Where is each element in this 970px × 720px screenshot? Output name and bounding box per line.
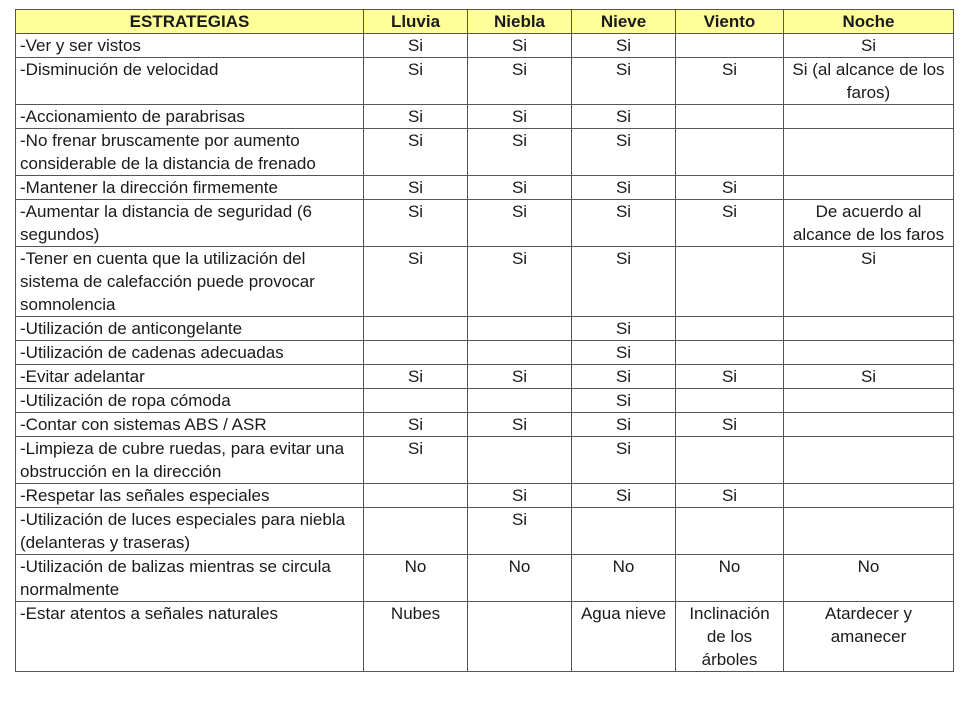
value-cell (676, 105, 784, 129)
value-cell: Si (784, 34, 954, 58)
value-cell (676, 317, 784, 341)
value-cell (784, 341, 954, 365)
value-cell: Si (572, 437, 676, 484)
value-cell: Si (572, 365, 676, 389)
value-cell: Si (468, 508, 572, 555)
strategy-cell: -Evitar adelantar (16, 365, 364, 389)
value-cell: Si (364, 437, 468, 484)
value-cell: Si (784, 247, 954, 317)
value-cell (784, 437, 954, 484)
value-cell (364, 317, 468, 341)
value-cell: No (572, 555, 676, 602)
value-cell: Si (676, 58, 784, 105)
header-cell: ESTRATEGIAS (16, 10, 364, 34)
value-cell (784, 129, 954, 176)
strategy-cell: -Accionamiento de parabrisas (16, 105, 364, 129)
value-cell: Si (468, 176, 572, 200)
value-cell: Agua nieve (572, 602, 676, 672)
value-cell (784, 176, 954, 200)
strategy-cell: -No frenar bruscamente por aumento considerable de la distancia de frenado (16, 129, 364, 176)
value-cell (676, 129, 784, 176)
value-cell: Inclinación de los árboles (676, 602, 784, 672)
value-cell: Si (364, 176, 468, 200)
value-cell: Si (468, 365, 572, 389)
header-cell: Nieve (572, 10, 676, 34)
value-cell: Si (364, 105, 468, 129)
table-row (16, 365, 954, 389)
table-row (16, 508, 954, 555)
value-cell (364, 508, 468, 555)
strategy-cell: -Utilización de luces especiales para niebla (delanteras y traseras) (16, 508, 364, 555)
value-cell: Si (468, 247, 572, 317)
value-cell: Si (572, 484, 676, 508)
table-row (16, 58, 954, 105)
value-cell (784, 105, 954, 129)
value-cell: Si (364, 413, 468, 437)
table-row (16, 176, 954, 200)
value-cell: Si (468, 58, 572, 105)
value-cell: Si (676, 365, 784, 389)
value-cell: Si (364, 34, 468, 58)
value-cell (468, 317, 572, 341)
value-cell: Si (676, 484, 784, 508)
value-cell: Si (572, 317, 676, 341)
value-cell: Si (364, 129, 468, 176)
value-cell (676, 341, 784, 365)
value-cell: Si (572, 247, 676, 317)
value-cell (676, 34, 784, 58)
strategy-cell: -Ver y ser vistos (16, 34, 364, 58)
value-cell: Si (364, 365, 468, 389)
value-cell (784, 413, 954, 437)
value-cell: No (468, 555, 572, 602)
strategy-cell: -Mantener la dirección firmemente (16, 176, 364, 200)
strategy-cell: -Utilización de ropa cómoda (16, 389, 364, 413)
header-cell: Niebla (468, 10, 572, 34)
strategy-cell: -Respetar las señales especiales (16, 484, 364, 508)
table-row (16, 341, 954, 365)
value-cell: Si (572, 413, 676, 437)
value-cell (676, 389, 784, 413)
header-cell: Lluvia (364, 10, 468, 34)
table-row (16, 317, 954, 341)
value-cell: Si (468, 34, 572, 58)
strategy-cell: -Tener en cuenta que la utilización del sistema de calefacción puede provocar somnolencia (16, 247, 364, 317)
value-cell (784, 508, 954, 555)
value-cell (784, 317, 954, 341)
value-cell: Si (572, 129, 676, 176)
header-cell: Noche (784, 10, 954, 34)
table-row (16, 602, 954, 672)
value-cell (468, 602, 572, 672)
value-cell: Si (364, 58, 468, 105)
strategy-cell: -Utilización de balizas mientras se circula normalmente (16, 555, 364, 602)
value-cell: Si (468, 200, 572, 247)
strategy-cell: -Utilización de anticongelante (16, 317, 364, 341)
value-cell: De acuerdo al alcance de los faros (784, 200, 954, 247)
value-cell (468, 389, 572, 413)
table-row (16, 484, 954, 508)
value-cell: Si (468, 413, 572, 437)
value-cell: Si (468, 129, 572, 176)
value-cell: Si (572, 200, 676, 247)
value-cell (364, 389, 468, 413)
value-cell: Si (676, 176, 784, 200)
table-row (16, 247, 954, 317)
value-cell (468, 437, 572, 484)
value-cell (676, 508, 784, 555)
value-cell (784, 389, 954, 413)
table-row (16, 437, 954, 484)
value-cell: Si (364, 247, 468, 317)
table-row (16, 413, 954, 437)
table-row (16, 200, 954, 247)
value-cell (572, 508, 676, 555)
value-cell: Si (572, 34, 676, 58)
strategies-table (15, 9, 954, 672)
strategy-cell: -Limpieza de cubre ruedas, para evitar una obstrucción en la dirección (16, 437, 364, 484)
value-cell: No (676, 555, 784, 602)
table-header-row (16, 10, 954, 34)
value-cell: Si (676, 413, 784, 437)
value-cell (676, 247, 784, 317)
strategy-cell: -Estar atentos a señales naturales (16, 602, 364, 672)
value-cell: Si (al alcance de los faros) (784, 58, 954, 105)
value-cell: Si (572, 341, 676, 365)
table-row (16, 34, 954, 58)
value-cell: Si (572, 389, 676, 413)
value-cell (784, 484, 954, 508)
value-cell: Si (572, 176, 676, 200)
table-row (16, 555, 954, 602)
header-cell: Viento (676, 10, 784, 34)
value-cell: Si (572, 58, 676, 105)
value-cell (676, 437, 784, 484)
value-cell: Si (364, 200, 468, 247)
value-cell: Atardecer y amanecer (784, 602, 954, 672)
strategy-cell: -Utilización de cadenas adecuadas (16, 341, 364, 365)
value-cell: Si (676, 200, 784, 247)
value-cell: No (364, 555, 468, 602)
table-row (16, 389, 954, 413)
value-cell (468, 341, 572, 365)
value-cell (364, 484, 468, 508)
table-row (16, 129, 954, 176)
value-cell: No (784, 555, 954, 602)
value-cell (364, 341, 468, 365)
table-row (16, 105, 954, 129)
value-cell: Si (572, 105, 676, 129)
strategy-cell: -Contar con sistemas ABS / ASR (16, 413, 364, 437)
value-cell: Si (784, 365, 954, 389)
value-cell: Si (468, 105, 572, 129)
strategy-cell: -Aumentar la distancia de seguridad (6 segundos) (16, 200, 364, 247)
value-cell: Si (468, 484, 572, 508)
value-cell: Nubes (364, 602, 468, 672)
strategy-cell: -Disminución de velocidad (16, 58, 364, 105)
